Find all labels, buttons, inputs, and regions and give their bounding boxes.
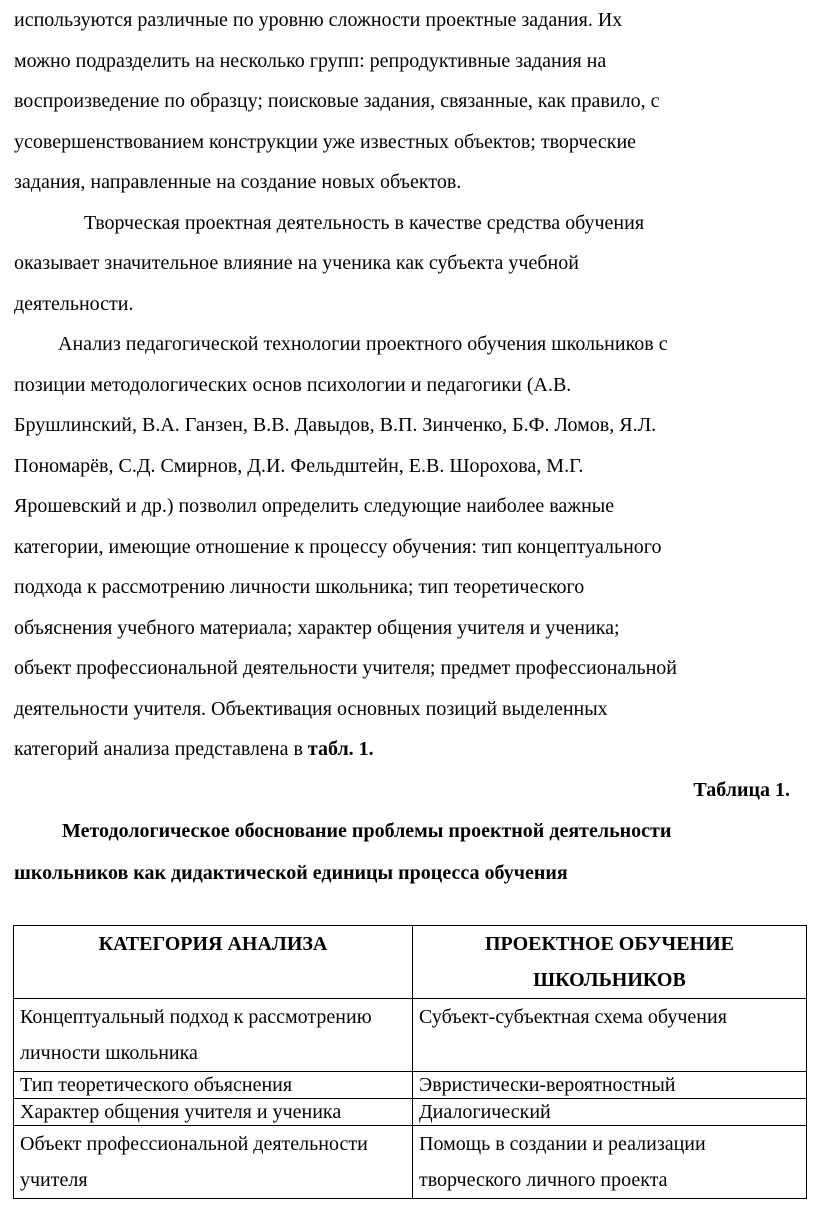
text-line: объяснения учебного материала; характер общения учителя и ученика; [14,616,620,639]
text-line: категории, имеющие отношение к процессу обучения: тип концептуального [14,535,662,558]
table-row [14,1072,807,1099]
paragraph-analysis [14,324,804,770]
text-line: задания, направленные на создание новых объектов. [14,171,462,193]
table-reference: табл. 1. [307,738,374,760]
table-cell: Эвристически-вероятностный [413,1072,807,1099]
text-line: Пономарёв, С.Д. Смирнов, Д.И. Фельдштейн, Е.В. Шорохова, М.Г. [14,454,584,477]
text-line: Брушлинский, В.А. Ганзен, В.В. Давыдов, В.П. Зинченко, Б.Ф. Ломов, Я.Л. [14,414,657,436]
text-line: деятельности учителя. Объективация основных позиций выделенных [14,697,608,720]
table-title-line: Методологическое обоснование проблемы проектной деятельности [62,819,672,842]
text-line: можно подразделить на несколько групп: репродуктивные задания на [14,49,607,72]
text-line: объект профессиональной деятельности учителя; предмет профессиональной [14,657,677,679]
text-span: категорий анализа представлена в [14,738,308,760]
table-cell: Тип теоретического объяснения [14,1072,413,1099]
text-line: позиции методологических основ психологии и педагогики (А.В. [14,373,572,396]
text-line: деятельности. [14,292,134,315]
table-row [14,1126,807,1199]
table-cell: Помощь в создании и реализации творческого личного проекта [413,1126,807,1199]
text-line: Ярошевский и др.) позволил определить следующие наиболее важные [14,495,615,517]
text-line: Творческая проектная деятельность в качестве средства обучения [84,211,645,234]
table-row [14,1099,807,1126]
table-cell: Объект профессиональной деятельности учителя [14,1126,413,1199]
paragraph-project-tasks [14,0,804,203]
table-row [14,999,807,1072]
table-cell: Характер общения учителя и ученика [14,1099,413,1126]
text-line: используются различные по уровню сложности проектные задания. Их [14,9,623,31]
table-header-category: КАТЕГОРИЯ АНАЛИЗА [14,926,413,999]
text-line: усовершенствованием конструкции уже известных объектов; творческие [14,130,637,153]
text-line [14,729,804,770]
text-line: подхода к рассмотрению личности школьника; тип теоретического [14,576,585,598]
table-title [14,810,804,894]
table-header-row [14,926,807,999]
document-page [14,0,804,894]
text-line: оказывает значительное влияние на ученика как субъекта учебной [14,252,579,274]
table-header-project-learning: ПРОЕКТНОЕ ОБУЧЕНИЕ ШКОЛЬНИКОВ [413,926,807,999]
table-caption: Таблица 1. [693,778,790,801]
table-cell: Диалогический [413,1099,807,1126]
text-line: Анализ педагогической технологии проектного обучения школьников с [58,333,668,355]
text-line: воспроизведение по образцу; поисковые задания, связанные, как правило, с [14,90,660,112]
paragraph-creative-activity [14,203,804,325]
analysis-table [13,925,807,1199]
table-cell: Субъект-субъектная схема обучения [413,999,807,1072]
table-cell: Концептуальный подход к рассмотрению личности школьника [14,999,413,1072]
table-title-line: школьников как дидактической единицы процесса обучения [14,861,568,884]
